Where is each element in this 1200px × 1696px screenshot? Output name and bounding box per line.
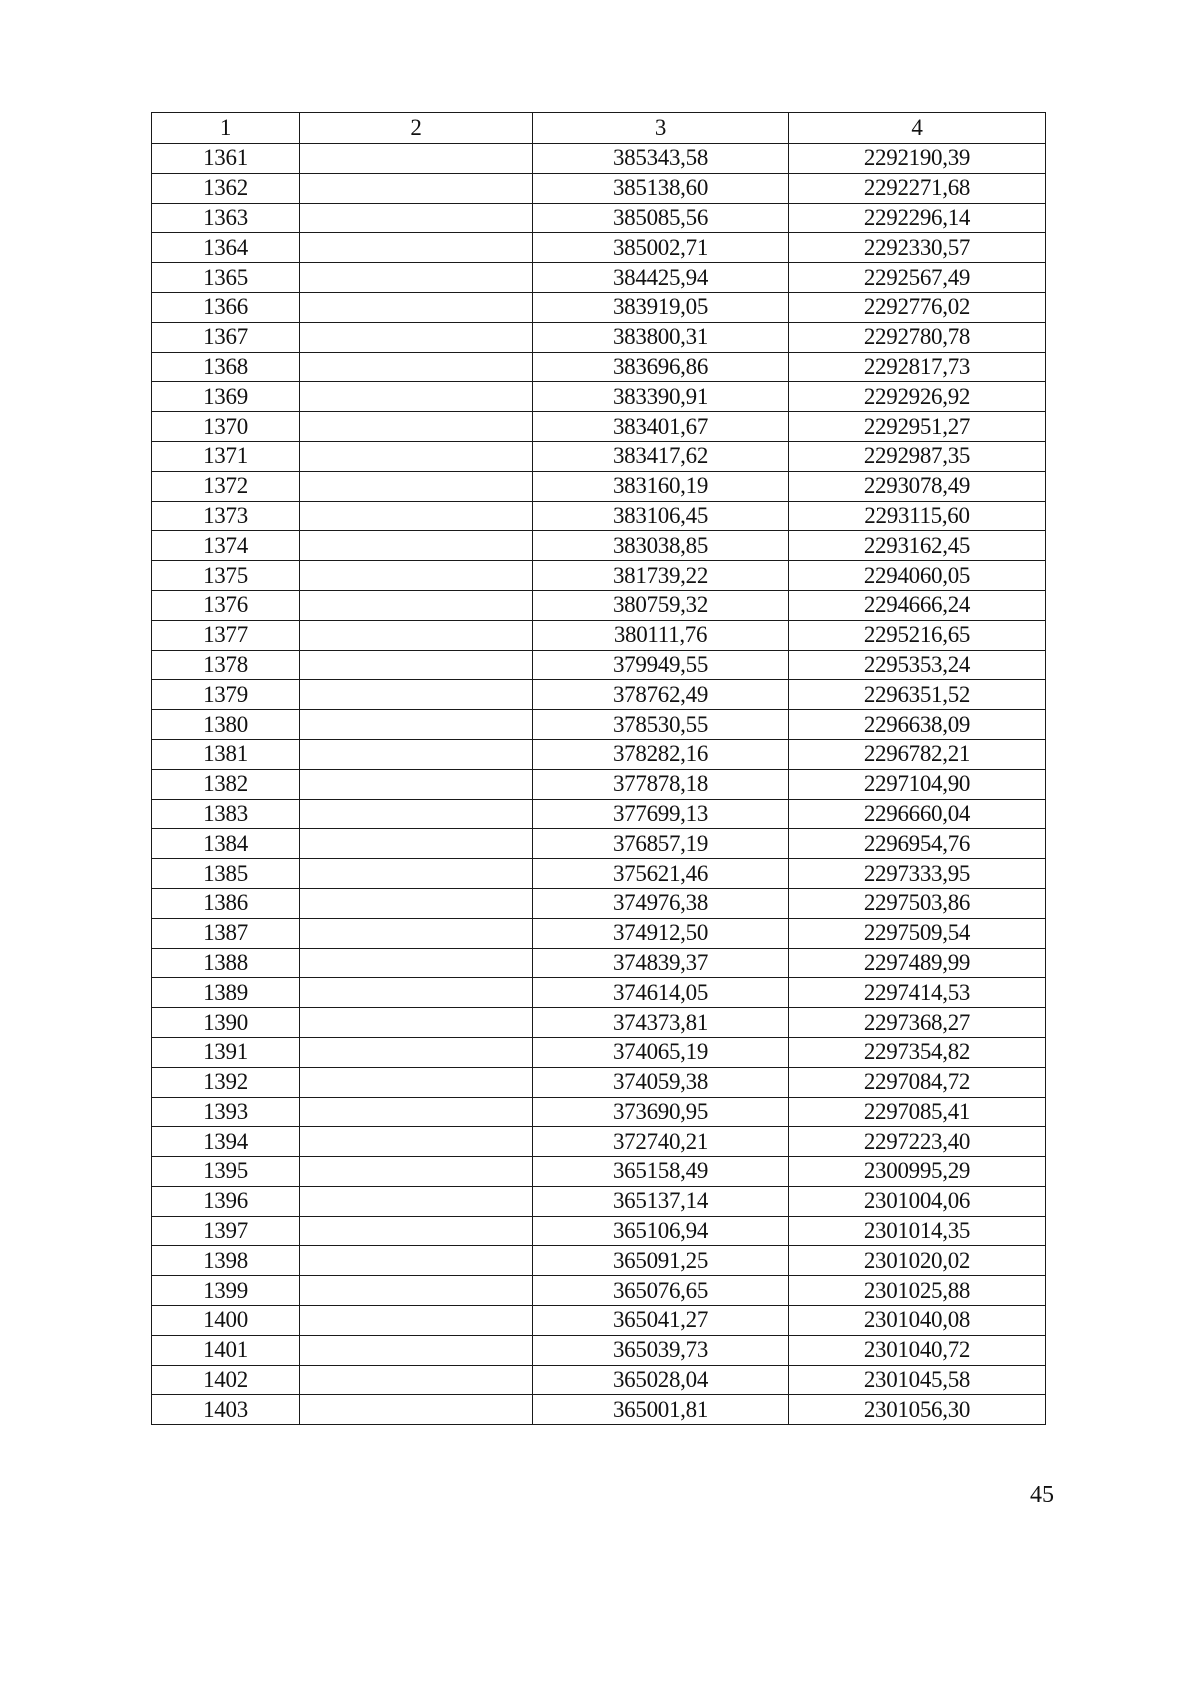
coordinate-y-cell: 2301004,06 bbox=[789, 1186, 1046, 1216]
coordinate-x-cell: 373690,95 bbox=[533, 1097, 789, 1127]
point-number-cell: 1368 bbox=[152, 352, 300, 382]
empty-cell bbox=[300, 412, 533, 442]
coordinate-x-cell: 374373,81 bbox=[533, 1008, 789, 1038]
empty-cell bbox=[300, 1157, 533, 1187]
empty-cell bbox=[300, 1395, 533, 1425]
coordinate-x-cell: 377699,13 bbox=[533, 799, 789, 829]
table-row bbox=[152, 352, 1046, 382]
coordinate-x-cell: 365076,65 bbox=[533, 1276, 789, 1306]
point-number-cell: 1365 bbox=[152, 263, 300, 293]
point-number-cell: 1369 bbox=[152, 382, 300, 412]
coordinate-x-cell: 385138,60 bbox=[533, 173, 789, 203]
table-row bbox=[152, 1008, 1046, 1038]
table-row bbox=[152, 1157, 1046, 1187]
coordinate-y-cell: 2292926,92 bbox=[789, 382, 1046, 412]
point-number-cell: 1400 bbox=[152, 1306, 300, 1336]
empty-cell bbox=[300, 441, 533, 471]
table-row bbox=[152, 1306, 1046, 1336]
coordinate-y-cell: 2297085,41 bbox=[789, 1097, 1046, 1127]
empty-cell bbox=[300, 203, 533, 233]
empty-cell bbox=[300, 1365, 533, 1395]
coordinate-y-cell: 2297104,90 bbox=[789, 769, 1046, 799]
coordinate-y-cell: 2292190,39 bbox=[789, 144, 1046, 174]
empty-cell bbox=[300, 322, 533, 352]
coordinate-x-cell: 383401,67 bbox=[533, 412, 789, 442]
coordinate-y-cell: 2297354,82 bbox=[789, 1037, 1046, 1067]
coordinate-x-cell: 383390,91 bbox=[533, 382, 789, 412]
point-number-cell: 1382 bbox=[152, 769, 300, 799]
coordinate-y-cell: 2301040,72 bbox=[789, 1335, 1046, 1365]
coordinate-x-cell: 365137,14 bbox=[533, 1186, 789, 1216]
coordinate-y-cell: 2296954,76 bbox=[789, 829, 1046, 859]
empty-cell bbox=[300, 501, 533, 531]
empty-cell bbox=[300, 978, 533, 1008]
table-row bbox=[152, 680, 1046, 710]
empty-cell bbox=[300, 1216, 533, 1246]
empty-cell bbox=[300, 650, 533, 680]
coordinate-x-cell: 374839,37 bbox=[533, 948, 789, 978]
empty-cell bbox=[300, 769, 533, 799]
empty-cell bbox=[300, 590, 533, 620]
point-number-cell: 1399 bbox=[152, 1276, 300, 1306]
point-number-cell: 1392 bbox=[152, 1067, 300, 1097]
coordinate-x-cell: 380759,32 bbox=[533, 590, 789, 620]
coordinate-x-cell: 381739,22 bbox=[533, 561, 789, 591]
empty-cell bbox=[300, 739, 533, 769]
empty-cell bbox=[300, 233, 533, 263]
coordinate-y-cell: 2300995,29 bbox=[789, 1157, 1046, 1187]
empty-cell bbox=[300, 382, 533, 412]
coordinate-y-cell: 2297368,27 bbox=[789, 1008, 1046, 1038]
point-number-cell: 1401 bbox=[152, 1335, 300, 1365]
point-number-cell: 1395 bbox=[152, 1157, 300, 1187]
table-row bbox=[152, 1276, 1046, 1306]
coordinate-y-cell: 2301020,02 bbox=[789, 1246, 1046, 1276]
coordinate-y-cell: 2292567,49 bbox=[789, 263, 1046, 293]
coordinate-x-cell: 378530,55 bbox=[533, 710, 789, 740]
table-row bbox=[152, 501, 1046, 531]
coordinate-y-cell: 2293162,45 bbox=[789, 531, 1046, 561]
coordinate-x-cell: 383160,19 bbox=[533, 471, 789, 501]
column-header-4: 4 bbox=[789, 113, 1046, 144]
point-number-cell: 1393 bbox=[152, 1097, 300, 1127]
point-number-cell: 1361 bbox=[152, 144, 300, 174]
empty-cell bbox=[300, 352, 533, 382]
coordinate-x-cell: 365106,94 bbox=[533, 1216, 789, 1246]
coordinate-y-cell: 2295216,65 bbox=[789, 620, 1046, 650]
table-row bbox=[152, 859, 1046, 889]
column-header-1: 1 bbox=[152, 113, 300, 144]
coordinate-y-cell: 2297509,54 bbox=[789, 918, 1046, 948]
point-number-cell: 1394 bbox=[152, 1127, 300, 1157]
table-row bbox=[152, 948, 1046, 978]
empty-cell bbox=[300, 620, 533, 650]
table-row bbox=[152, 1246, 1046, 1276]
point-number-cell: 1362 bbox=[152, 173, 300, 203]
coordinate-y-cell: 2301056,30 bbox=[789, 1395, 1046, 1425]
coordinate-y-cell: 2297084,72 bbox=[789, 1067, 1046, 1097]
coordinate-y-cell: 2297333,95 bbox=[789, 859, 1046, 889]
table-row bbox=[152, 799, 1046, 829]
column-header-3: 3 bbox=[533, 113, 789, 144]
table-row bbox=[152, 173, 1046, 203]
column-header-2: 2 bbox=[300, 113, 533, 144]
table-row bbox=[152, 1127, 1046, 1157]
point-number-cell: 1396 bbox=[152, 1186, 300, 1216]
table-row bbox=[152, 263, 1046, 293]
table-row bbox=[152, 233, 1046, 263]
point-number-cell: 1380 bbox=[152, 710, 300, 740]
coordinate-x-cell: 374614,05 bbox=[533, 978, 789, 1008]
empty-cell bbox=[300, 1246, 533, 1276]
table-row bbox=[152, 1365, 1046, 1395]
empty-cell bbox=[300, 710, 533, 740]
coordinates-table bbox=[151, 112, 1046, 1425]
coordinate-y-cell: 2297223,40 bbox=[789, 1127, 1046, 1157]
table-row bbox=[152, 1335, 1046, 1365]
empty-cell bbox=[300, 471, 533, 501]
coordinate-y-cell: 2293115,60 bbox=[789, 501, 1046, 531]
table-row bbox=[152, 441, 1046, 471]
coordinate-y-cell: 2301045,58 bbox=[789, 1365, 1046, 1395]
coordinate-y-cell: 2296351,52 bbox=[789, 680, 1046, 710]
empty-cell bbox=[300, 1335, 533, 1365]
coordinate-x-cell: 385085,56 bbox=[533, 203, 789, 233]
point-number-cell: 1367 bbox=[152, 322, 300, 352]
table-row bbox=[152, 739, 1046, 769]
table-row bbox=[152, 590, 1046, 620]
table-row bbox=[152, 471, 1046, 501]
point-number-cell: 1388 bbox=[152, 948, 300, 978]
empty-cell bbox=[300, 1097, 533, 1127]
coordinate-x-cell: 374976,38 bbox=[533, 888, 789, 918]
coordinate-y-cell: 2297414,53 bbox=[789, 978, 1046, 1008]
point-number-cell: 1389 bbox=[152, 978, 300, 1008]
coordinate-y-cell: 2294666,24 bbox=[789, 590, 1046, 620]
point-number-cell: 1375 bbox=[152, 561, 300, 591]
coordinate-x-cell: 383417,62 bbox=[533, 441, 789, 471]
empty-cell bbox=[300, 173, 533, 203]
point-number-cell: 1390 bbox=[152, 1008, 300, 1038]
table-row bbox=[152, 710, 1046, 740]
coordinate-y-cell: 2292951,27 bbox=[789, 412, 1046, 442]
table-row bbox=[152, 978, 1046, 1008]
coordinate-x-cell: 383106,45 bbox=[533, 501, 789, 531]
empty-cell bbox=[300, 531, 533, 561]
point-number-cell: 1371 bbox=[152, 441, 300, 471]
table-row bbox=[152, 322, 1046, 352]
empty-cell bbox=[300, 1067, 533, 1097]
table-row bbox=[152, 1067, 1046, 1097]
point-number-cell: 1397 bbox=[152, 1216, 300, 1246]
coordinate-y-cell: 2296782,21 bbox=[789, 739, 1046, 769]
empty-cell bbox=[300, 1127, 533, 1157]
table-row bbox=[152, 412, 1046, 442]
coordinate-y-cell: 2292780,78 bbox=[789, 322, 1046, 352]
table-row bbox=[152, 561, 1046, 591]
coordinate-x-cell: 383696,86 bbox=[533, 352, 789, 382]
coordinate-y-cell: 2296638,09 bbox=[789, 710, 1046, 740]
point-number-cell: 1383 bbox=[152, 799, 300, 829]
table-row bbox=[152, 650, 1046, 680]
coordinate-x-cell: 383038,85 bbox=[533, 531, 789, 561]
point-number-cell: 1386 bbox=[152, 888, 300, 918]
point-number-cell: 1387 bbox=[152, 918, 300, 948]
empty-cell bbox=[300, 859, 533, 889]
coordinate-x-cell: 365039,73 bbox=[533, 1335, 789, 1365]
table-row bbox=[152, 382, 1046, 412]
coordinate-x-cell: 376857,19 bbox=[533, 829, 789, 859]
empty-cell bbox=[300, 680, 533, 710]
coordinate-x-cell: 385343,58 bbox=[533, 144, 789, 174]
coordinate-x-cell: 374059,38 bbox=[533, 1067, 789, 1097]
coordinate-x-cell: 377878,18 bbox=[533, 769, 789, 799]
table-row bbox=[152, 203, 1046, 233]
table-row bbox=[152, 1216, 1046, 1246]
table-row bbox=[152, 888, 1046, 918]
point-number-cell: 1391 bbox=[152, 1037, 300, 1067]
point-number-cell: 1378 bbox=[152, 650, 300, 680]
table-row bbox=[152, 620, 1046, 650]
coordinate-y-cell: 2292817,73 bbox=[789, 352, 1046, 382]
table-row bbox=[152, 1097, 1046, 1127]
point-number-cell: 1370 bbox=[152, 412, 300, 442]
point-number-cell: 1379 bbox=[152, 680, 300, 710]
empty-cell bbox=[300, 144, 533, 174]
coordinate-y-cell: 2293078,49 bbox=[789, 471, 1046, 501]
coordinate-x-cell: 378282,16 bbox=[533, 739, 789, 769]
coordinate-y-cell: 2297503,86 bbox=[789, 888, 1046, 918]
point-number-cell: 1381 bbox=[152, 739, 300, 769]
empty-cell bbox=[300, 292, 533, 322]
point-number-cell: 1366 bbox=[152, 292, 300, 322]
empty-cell bbox=[300, 829, 533, 859]
coordinate-x-cell: 378762,49 bbox=[533, 680, 789, 710]
point-number-cell: 1376 bbox=[152, 590, 300, 620]
table-row bbox=[152, 144, 1046, 174]
point-number-cell: 1398 bbox=[152, 1246, 300, 1276]
coordinate-y-cell: 2292987,35 bbox=[789, 441, 1046, 471]
table-row bbox=[152, 918, 1046, 948]
empty-cell bbox=[300, 263, 533, 293]
coordinate-y-cell: 2297489,99 bbox=[789, 948, 1046, 978]
point-number-cell: 1364 bbox=[152, 233, 300, 263]
coordinate-y-cell: 2292776,02 bbox=[789, 292, 1046, 322]
coordinate-y-cell: 2292271,68 bbox=[789, 173, 1046, 203]
point-number-cell: 1374 bbox=[152, 531, 300, 561]
point-number-cell: 1403 bbox=[152, 1395, 300, 1425]
coordinate-y-cell: 2301040,08 bbox=[789, 1306, 1046, 1336]
table-row bbox=[152, 769, 1046, 799]
table-row bbox=[152, 829, 1046, 859]
table-row bbox=[152, 1186, 1046, 1216]
empty-cell bbox=[300, 888, 533, 918]
empty-cell bbox=[300, 799, 533, 829]
page-number: 45 bbox=[1030, 1482, 1054, 1508]
empty-cell bbox=[300, 1186, 533, 1216]
coordinate-x-cell: 374912,50 bbox=[533, 918, 789, 948]
coordinate-x-cell: 383919,05 bbox=[533, 292, 789, 322]
point-number-cell: 1377 bbox=[152, 620, 300, 650]
table-row bbox=[152, 1395, 1046, 1425]
coordinate-y-cell: 2301025,88 bbox=[789, 1276, 1046, 1306]
coordinate-x-cell: 384425,94 bbox=[533, 263, 789, 293]
empty-cell bbox=[300, 561, 533, 591]
empty-cell bbox=[300, 1008, 533, 1038]
empty-cell bbox=[300, 1306, 533, 1336]
coordinate-x-cell: 379949,55 bbox=[533, 650, 789, 680]
point-number-cell: 1372 bbox=[152, 471, 300, 501]
coordinate-x-cell: 375621,46 bbox=[533, 859, 789, 889]
point-number-cell: 1363 bbox=[152, 203, 300, 233]
coordinate-x-cell: 365091,25 bbox=[533, 1246, 789, 1276]
coordinate-y-cell: 2296660,04 bbox=[789, 799, 1046, 829]
coordinate-x-cell: 380111,76 bbox=[533, 620, 789, 650]
coordinate-y-cell: 2295353,24 bbox=[789, 650, 1046, 680]
table-row bbox=[152, 1037, 1046, 1067]
coordinate-x-cell: 372740,21 bbox=[533, 1127, 789, 1157]
coordinate-y-cell: 2292330,57 bbox=[789, 233, 1046, 263]
coordinate-x-cell: 385002,71 bbox=[533, 233, 789, 263]
table-body bbox=[152, 144, 1046, 1425]
coordinate-y-cell: 2294060,05 bbox=[789, 561, 1046, 591]
coordinate-x-cell: 374065,19 bbox=[533, 1037, 789, 1067]
empty-cell bbox=[300, 1037, 533, 1067]
coordinate-y-cell: 2292296,14 bbox=[789, 203, 1046, 233]
point-number-cell: 1384 bbox=[152, 829, 300, 859]
coordinate-x-cell: 365028,04 bbox=[533, 1365, 789, 1395]
table-header-row bbox=[152, 113, 1046, 144]
empty-cell bbox=[300, 948, 533, 978]
point-number-cell: 1373 bbox=[152, 501, 300, 531]
coordinate-x-cell: 365158,49 bbox=[533, 1157, 789, 1187]
empty-cell bbox=[300, 918, 533, 948]
table-row bbox=[152, 292, 1046, 322]
coordinate-y-cell: 2301014,35 bbox=[789, 1216, 1046, 1246]
coordinate-x-cell: 383800,31 bbox=[533, 322, 789, 352]
coordinate-x-cell: 365041,27 bbox=[533, 1306, 789, 1336]
table-row bbox=[152, 531, 1046, 561]
point-number-cell: 1402 bbox=[152, 1365, 300, 1395]
empty-cell bbox=[300, 1276, 533, 1306]
coordinate-x-cell: 365001,81 bbox=[533, 1395, 789, 1425]
point-number-cell: 1385 bbox=[152, 859, 300, 889]
